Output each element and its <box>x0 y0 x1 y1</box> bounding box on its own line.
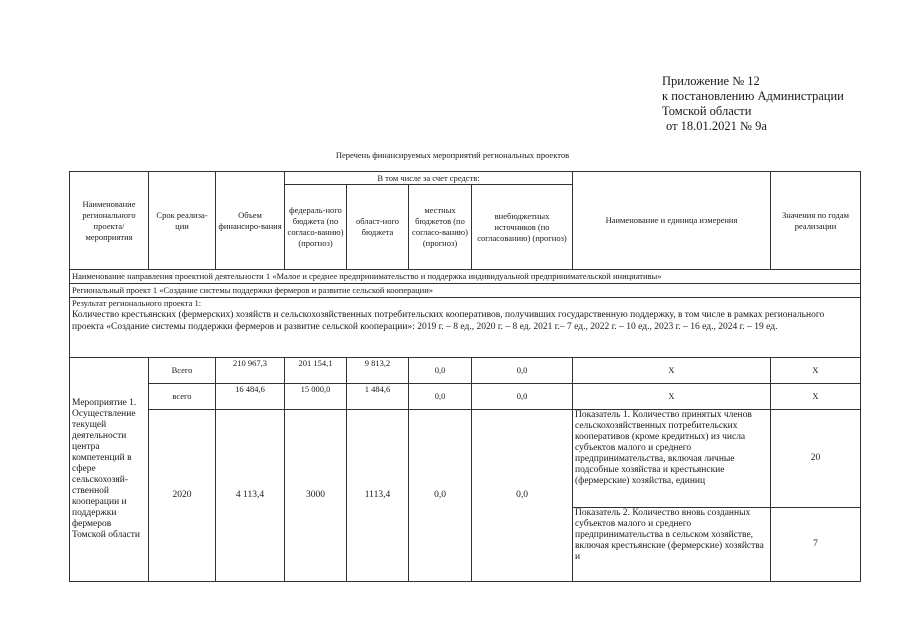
offbudget-cell: 0,0 <box>472 358 573 384</box>
header-including: В том числе за счет средств: <box>285 172 573 185</box>
header-local: местных бюджетов (по согласо-ванию) (прогноз) <box>409 185 472 270</box>
document-title: Перечень финансируемых мероприятий региональных проектов <box>335 150 570 160</box>
term-cell: Всего <box>149 358 216 384</box>
result-title: Результат регионального проекта 1: <box>72 298 202 308</box>
header-regional: област-ного бюджета <box>347 185 409 270</box>
appendix-line-3: Томской области <box>662 104 752 118</box>
header-volume: Объем финансиро-вания <box>216 172 285 270</box>
value-cell: X <box>771 358 861 384</box>
indicator-1-value: 20 <box>771 410 861 508</box>
volume-cell: 16 484,6 <box>216 384 285 410</box>
offbudget-cell: 0,0 <box>472 410 573 582</box>
indicator-2-value: 7 <box>771 508 861 582</box>
table-row <box>70 384 861 410</box>
indicator-2-text: Показатель 2. Количество вновь созданных субъектов малого и среднего предпринимательства в сельском хозяйстве, включая крестьянские (фермерские) хозяйства и <box>573 508 771 582</box>
appendix-line-1: Приложение № 12 <box>662 74 760 88</box>
appendix-line-4: от 18.01.2021 № 9а <box>666 119 767 133</box>
result-row <box>70 298 861 358</box>
federal-cell: 15 000,0 <box>285 384 347 410</box>
volume-cell: 4 113,4 <box>216 410 285 582</box>
volume-cell: 210 967,3 <box>216 358 285 384</box>
local-cell: 0,0 <box>409 410 472 582</box>
result-text: Количество крестьянских (фермерских) хозяйств и сельскохозяйственных потребительских кооперативов, получивших государственную поддержку, в том числе в рамках регионального проекта «Создание системы поддержки фермеров и развитие сельской кооперации»: 2019 г. – 8 ед., 2020 г. – 8 ед. 2021 г.– 7 ед., 2022 г. – 10 ед., 2023 г. – 16 ед., 2024 г. – 19 ед. <box>72 310 825 332</box>
value-cell: X <box>771 384 861 410</box>
header-indicator: Наименование и единица измерения <box>573 172 771 270</box>
federal-cell: 201 154,1 <box>285 358 347 384</box>
federal-cell: 3000 <box>285 410 347 582</box>
local-cell: 0,0 <box>409 358 472 384</box>
offbudget-cell: 0,0 <box>472 384 573 410</box>
term-cell: всего <box>149 384 216 410</box>
direction-row: Наименование направления проектной деятельности 1 «Малое и среднее предпринимательство и поддержка индивидуальной предпринимательской инициативы» <box>70 270 861 284</box>
indicator-cell: X <box>573 358 771 384</box>
table-row <box>70 410 861 508</box>
indicator-1-text: Показатель 1. Количество принятых членов сельскохозяйственных потребительских кооперативов (кроме кредитных) из числа субъектов малого и среднего предпринимательства, включая личные подсобные хозяйства и крестьянские (фермерские) хозяйства, единиц <box>573 410 771 508</box>
regional-cell: 1113,4 <box>347 410 409 582</box>
measure-name: Мероприятие 1. Осуществление текущей деятельности центра компетенций в сфере сельскохозяй-ственной кооперации и поддержки фермеров Томской области <box>70 358 149 582</box>
header-name: Наименование регионального проекта/ мероприятия <box>70 172 149 270</box>
appendix-line-2: к постановлению Администрации <box>662 89 844 103</box>
indicator-cell: X <box>573 384 771 410</box>
project-row: Региональный проект 1 «Создание системы поддержки фермеров и развитие сельской кооперации» <box>70 284 861 298</box>
table-row <box>70 358 861 384</box>
header-federal: федераль-ного бюджета (по согласо-ванию) (прогноз) <box>285 185 347 270</box>
appendix-block <box>662 74 844 134</box>
header-offbudget: внебюджетных источников (по согласованию) (прогноз) <box>472 185 573 270</box>
header-values: Значения по годам реализации <box>771 172 861 270</box>
term-cell: 2020 <box>149 410 216 582</box>
header-term: Срок реализа-ции <box>149 172 216 270</box>
projects-table <box>69 171 861 582</box>
regional-cell: 9 813,2 <box>347 358 409 384</box>
regional-cell: 1 484,6 <box>347 384 409 410</box>
local-cell: 0,0 <box>409 384 472 410</box>
